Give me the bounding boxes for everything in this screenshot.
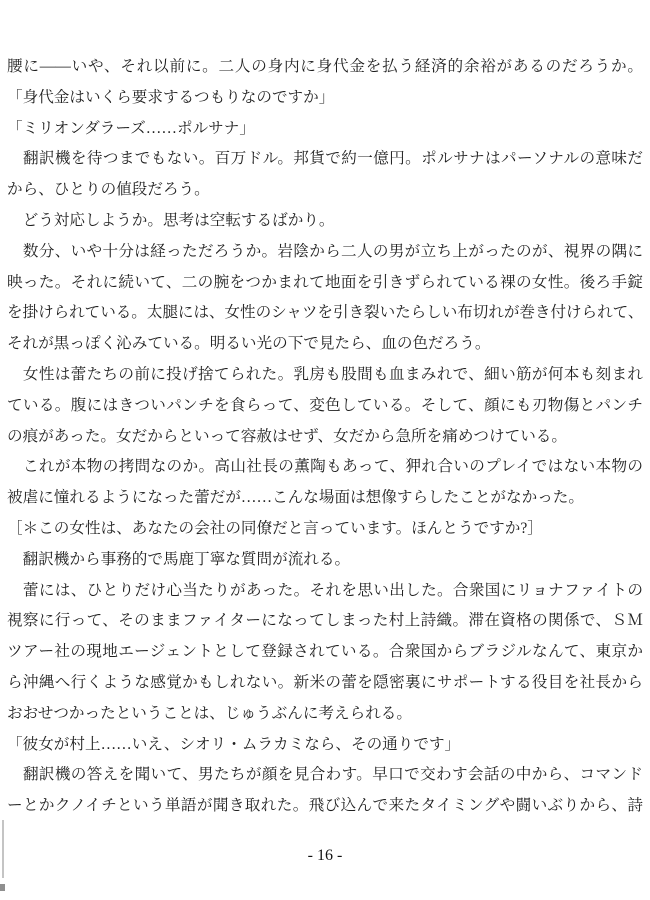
text-line: 被虐に憧れるようになった蕾だが……こんな場面は想像すらしたことがなかった。 bbox=[7, 489, 584, 507]
text-line: 「身代金はいくら要求するつもりなのですか」 bbox=[7, 88, 335, 106]
text-line: 「彼女が村上……いえ、シオリ・ムラカミなら、その通りです」 bbox=[7, 735, 461, 753]
text-line: ［＊この女性は、あなたの会社の同僚だと言っています。ほんとうですか?］ bbox=[7, 519, 543, 537]
text-line: ら沖縄へ行くような感覚かもしれない。新米の蕾を隠密裏にサポートする役目を社長から bbox=[7, 673, 643, 691]
left-edge-scrollbar-line-artifact bbox=[2, 820, 4, 878]
text-line: 数分、いや十分は経っただろうか。岩陰から二人の男が立ち上がったのが、視界の隅に bbox=[7, 242, 643, 260]
text-line: 蕾には、ひとりだけ心当たりがあった。それを思い出した。合衆国にリョナファイトの bbox=[7, 581, 643, 599]
text-line: から、ひとりの値段だろう。 bbox=[7, 181, 210, 199]
page-number: - 16 - bbox=[307, 847, 343, 864]
text-line: 腰に——いや、それ以前に。二人の身内に身代金を払う経済的余裕があるのだろうか。 bbox=[7, 58, 643, 75]
text-line: ている。腹にはきついパンチを食らって、変色している。そして、顔にも刃物傷とパンチ bbox=[7, 396, 643, 414]
text-line: これが本物の拷問なのか。高山社長の薫陶もあって、狎れ合いのプレイではない本物の bbox=[7, 458, 643, 476]
text-line: 翻訳機から事務的で馬鹿丁寧な質問が流れる。 bbox=[7, 550, 351, 568]
text-line: 「ミリオンダラーズ……ポルサナ」 bbox=[7, 119, 255, 137]
text-line: どう対応しようか。思考は空転するばかり。 bbox=[7, 211, 335, 229]
text-line: を掛けられている。太腿には、女性のシャツを引き裂いたらしい布切れが巻き付けられて、 bbox=[7, 304, 643, 322]
text-line: それが黒っぽく沁みている。明るい光の下で見たら、血の色だろう。 bbox=[7, 335, 491, 353]
left-edge-scrollbar-thumb-artifact bbox=[0, 884, 5, 891]
text-line: ーとかクノイチという単語が聞き取れた。飛び込んで来たタイミングや闘いぶりから、詩 bbox=[7, 797, 643, 815]
text-line: ツアー社の現地エージェントとして登録されている。合衆国からブラジルなんて、東京か bbox=[7, 643, 643, 661]
text-body bbox=[7, 52, 643, 822]
text-line: 映った。それに続いて、二の腕をつかまれて地面を引きずられている裸の女性。後ろ手錠 bbox=[7, 273, 643, 291]
text-line: 翻訳機を待つまでもない。百万ドル。邦貨で約一億円。ポルサナはパーソナルの意味だ bbox=[7, 150, 643, 168]
text-line: おおせつかったということは、じゅうぶんに考えられる。 bbox=[7, 704, 412, 722]
text-line: 女性は蕾たちの前に投げ捨てられた。乳房も股間も血まみれで、細い筋が何本も刻まれ bbox=[7, 365, 643, 383]
text-line: 翻訳機の答えを聞いて、男たちが顔を見合わす。早口で交わす会話の中から、コマンド bbox=[7, 766, 643, 784]
text-line: 視察に行って、そのままファイターになってしまった村上詩織。滞在資格の関係で、ＳＭ bbox=[7, 612, 643, 630]
text-line: の痕があった。女だからといって容赦はせず、女だから急所を痛めつけている。 bbox=[7, 427, 567, 445]
